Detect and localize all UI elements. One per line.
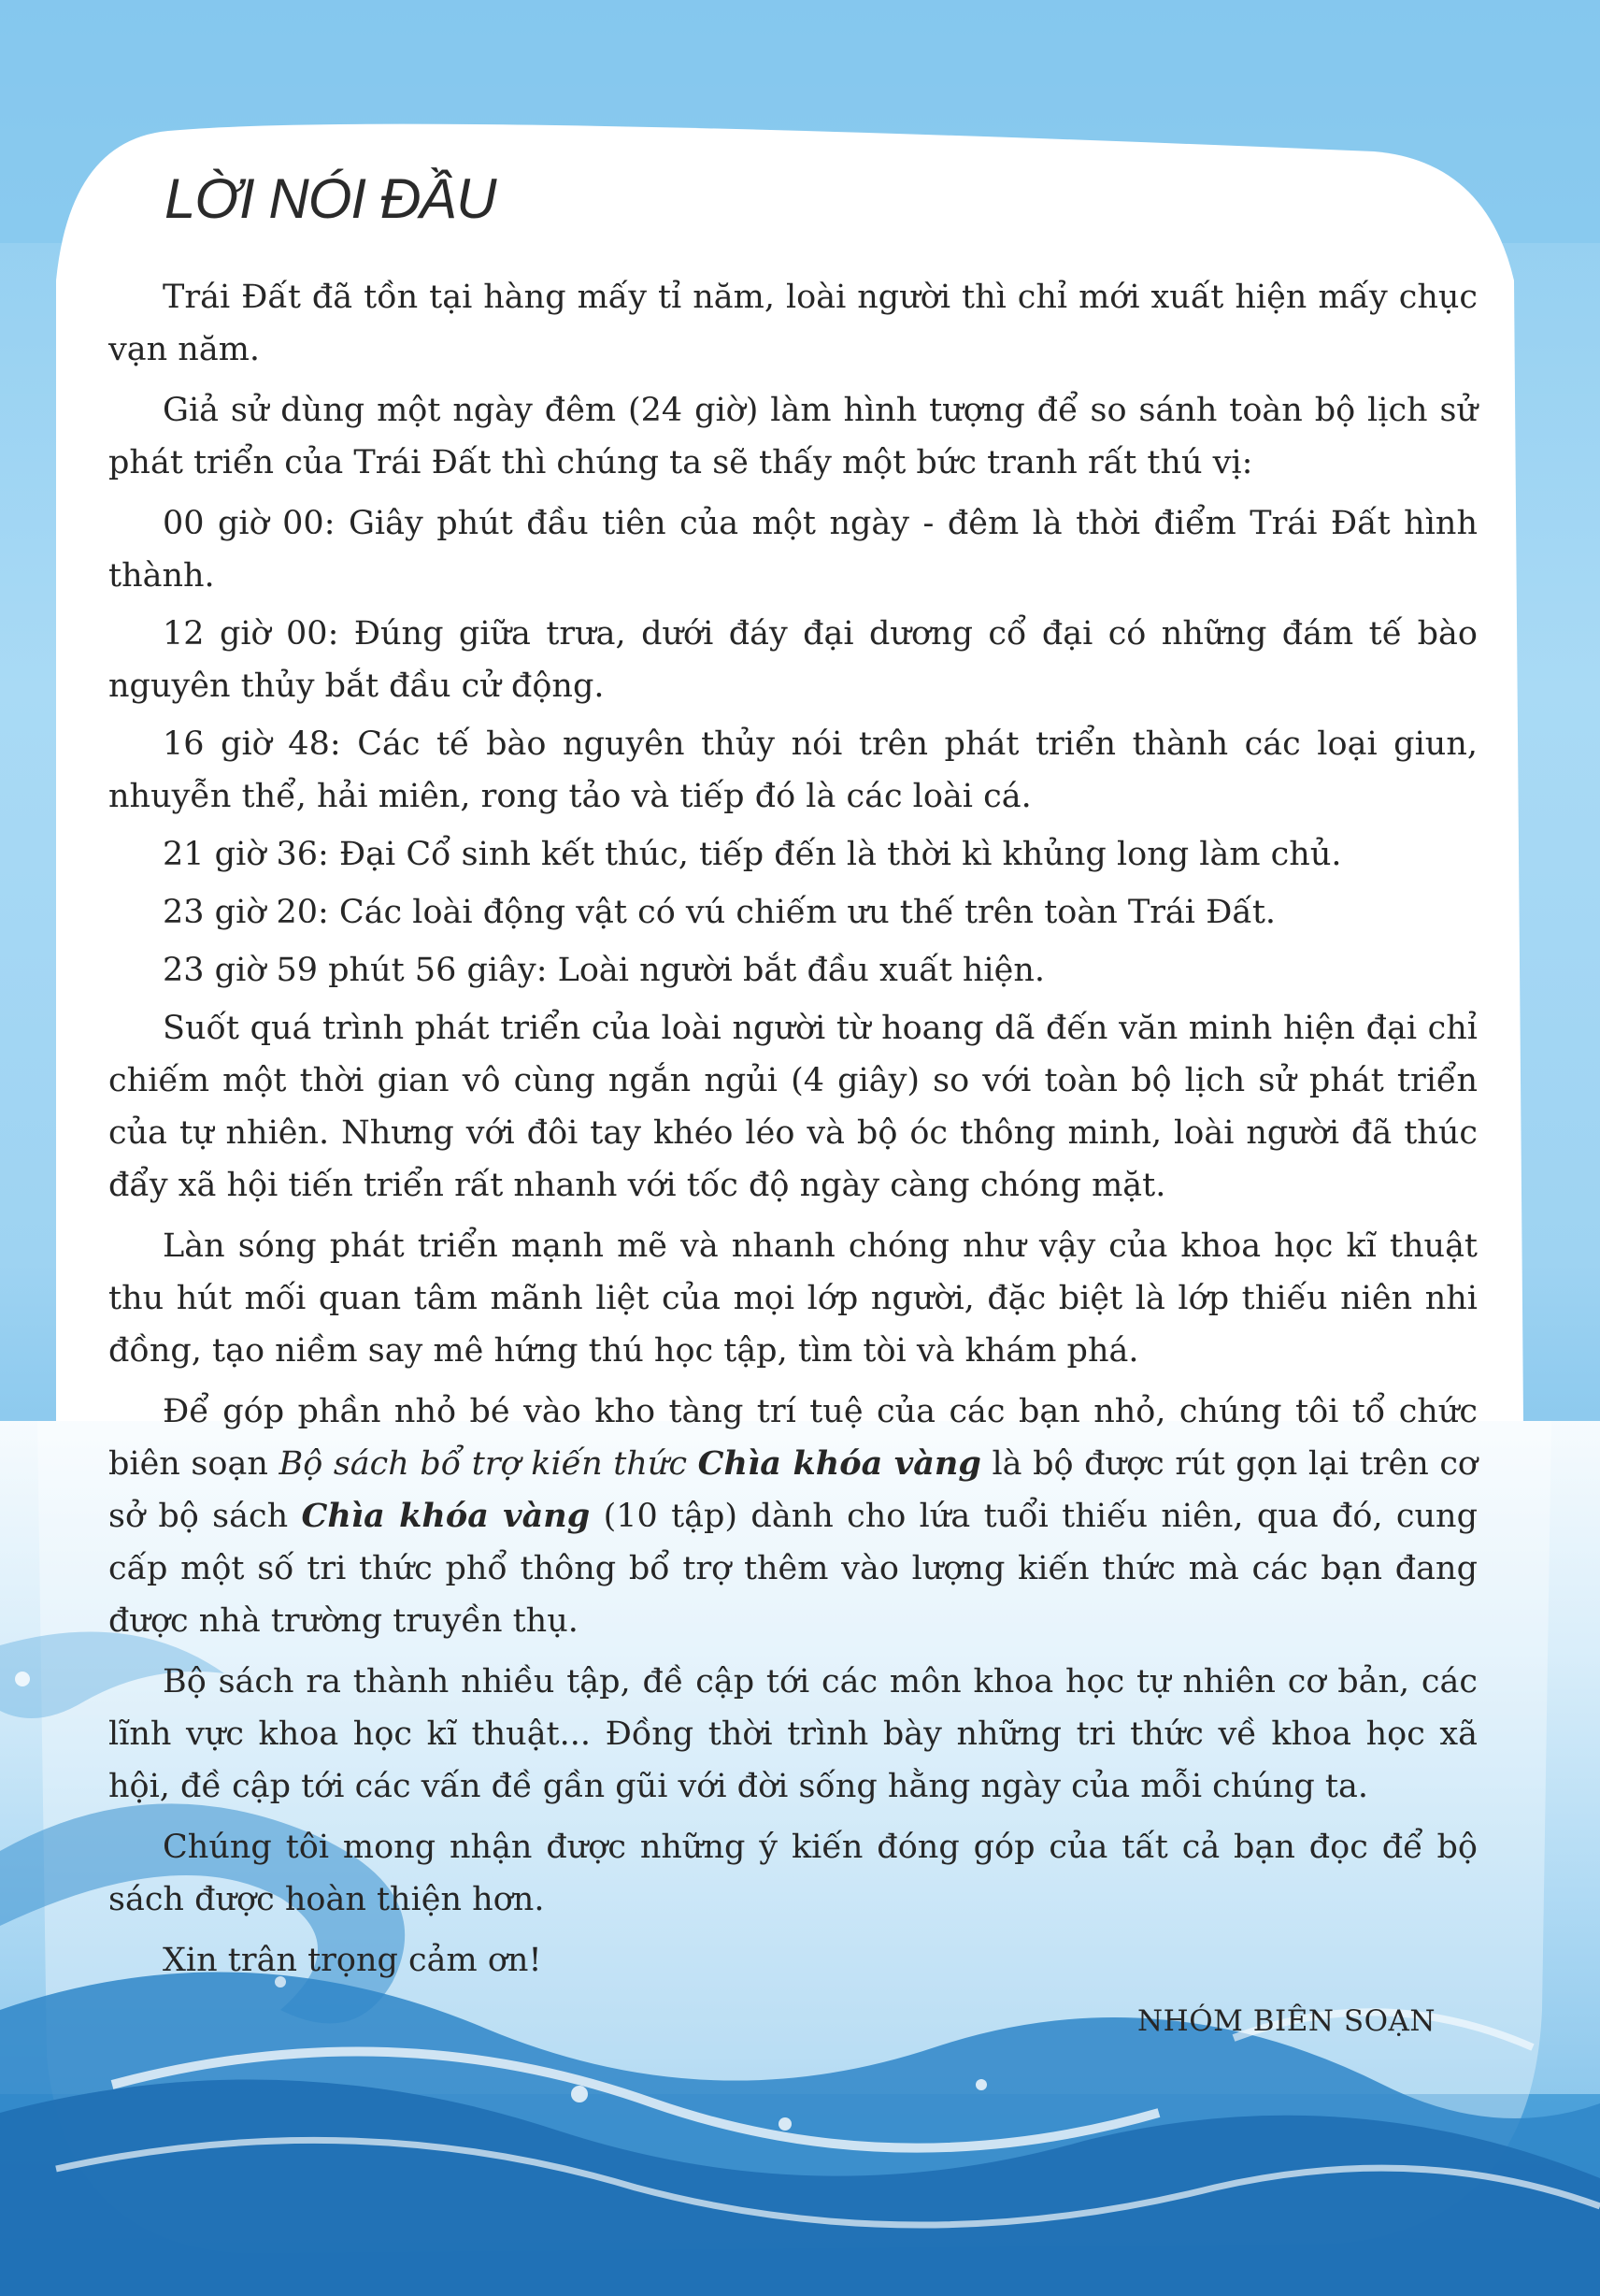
timeline-item: 12 giờ 00: Đúng giữa trưa, dưới đáy đại dương cổ đại có những đám tế bào nguyên thủy bắt đầu cử động. (108, 615, 1478, 705)
timeline-item: 23 giờ 59 phút 56 giây: Loài người bắt đầu xuất hiện. (163, 952, 1046, 989)
paragraph-intro: Trái Đất đã tồn tại hàng mấy tỉ năm, loài người thì chỉ mới xuất hiện mấy chục vạn năm. (108, 279, 1478, 368)
timeline-item: 16 giờ 48: Các tế bào nguyên thủy nói trên phát triển thành các loại giun, nhuyễn thể, hải miên, rong tảo và tiếp đó là các loài cá. (108, 725, 1478, 815)
series-text: là bộ được rút gọn lại trên cơ sở bộ sách (108, 1445, 1479, 1535)
timeline-item: 00 giờ 00: Giây phút đầu tiên của một ngày - đêm là thời điểm Trái Đất hình thành. (108, 505, 1478, 595)
series-text: Để góp phần nhỏ bé vào kho tàng trí tuệ của các bạn nhỏ, chúng tôi tổ chức biên soạn (108, 1393, 1478, 1483)
series-name-italic: Bộ sách bổ trợ kiến thức (279, 1445, 698, 1483)
series-brand: Chìa khóa vàng (301, 1497, 591, 1535)
timeline-item: 23 giờ 20: Các loài động vật có vú chiếm ưu thế trên toàn Trái Đất. (163, 894, 1277, 931)
paragraph-thanks: Xin trân trọng cảm ơn! (163, 1942, 542, 1979)
paragraph-series (108, 1385, 1478, 1647)
page-title: LỜI NÓI ĐẦU (164, 167, 496, 230)
paragraph-comparison: Giả sử dùng một ngày đêm (24 giờ) làm hình tượng để so sánh toàn bộ lịch sử phát triển của Trái Đất thì chúng ta sẽ thấy một bức tranh rất thú vị: (108, 392, 1478, 481)
series-text: (10 tập) dành cho lứa tuổi thiếu niên, qua đó, cung cấp một số tri thức phổ thông bổ trợ thêm vào lượng kiến thức mà các bạn đang được nhà trường truyền thụ. (108, 1498, 1478, 1640)
paragraph-feedback: Chúng tôi mong nhận được những ý kiến đóng góp của tất cả bạn đọc để bộ sách được hoàn thiện hơn. (108, 1829, 1478, 1918)
paragraph-volumes: Bộ sách ra thành nhiều tập, đề cập tới các môn khoa học tự nhiên cơ bản, các lĩnh vực khoa học kĩ thuật... Đồng thời trình bày những tri thức về khoa học xã hội, đề cập tới các vấn đề gần gũi với đời sống hằng ngày của mỗi chúng ta. (108, 1663, 1478, 1805)
paragraph-science: Làn sóng phát triển mạnh mẽ và nhanh chóng như vậy của khoa học kĩ thuật thu hút mối quan tâm mãnh liệt của mọi lớp người, đặc biệt là lớp thiếu niên nhi đồng, tạo niềm say mê hứng thú học tập, tìm tòi và khám phá. (108, 1227, 1478, 1370)
preface-body (108, 271, 1478, 2056)
timeline-item: 21 giờ 36: Đại Cổ sinh kết thúc, tiếp đến là thời kì khủng long làm chủ. (163, 836, 1342, 873)
signature: NHÓM BIÊN SOẠN (1137, 2004, 1436, 2038)
paragraph-evolution: Suốt quá trình phát triển của loài người từ hoang dã đến văn minh hiện đại chỉ chiếm một thời gian vô cùng ngắn ngủi (4 giây) so với toàn bộ lịch sử phát triển của tự nhiên. Nhưng với đôi tay khéo léo và bộ óc thông minh, loài người đã thúc đẩy xã hội tiến triển rất nhanh với tốc độ ngày càng chóng mặt. (108, 1010, 1478, 1204)
series-brand: Chìa khóa vàng (697, 1444, 981, 1483)
